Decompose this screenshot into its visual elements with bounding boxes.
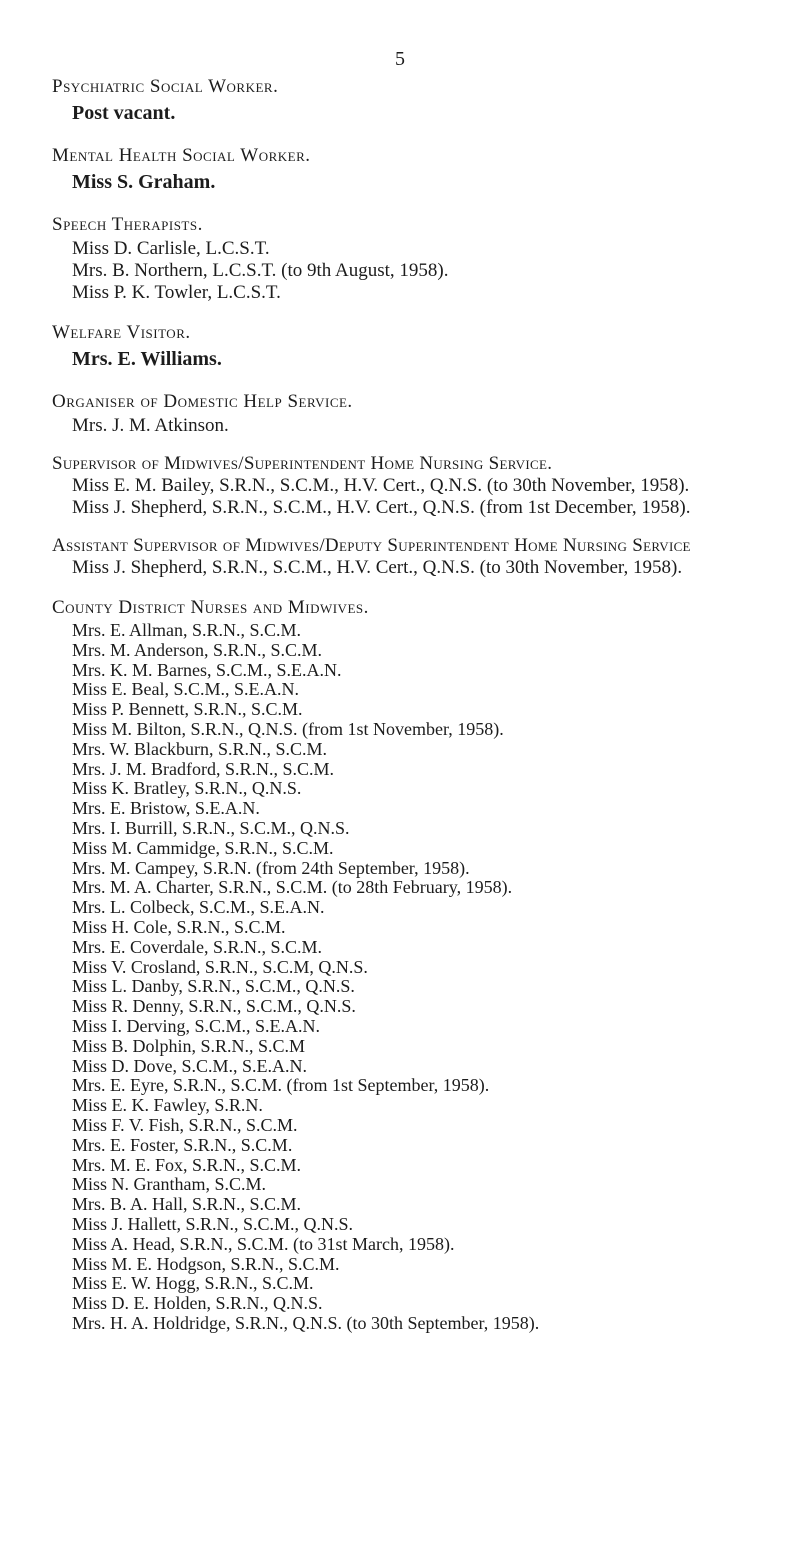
section-speech-therapists — [52, 212, 772, 304]
list-item: Mrs. J. M. Bradford, S.R.N., S.C.M. — [72, 758, 335, 779]
list-item: Miss P. Bennett, S.R.N., S.C.M. — [72, 699, 303, 720]
list-item: Miss S. Graham. — [72, 171, 216, 193]
list-item: Mrs. E. Eyre, S.R.N., S.C.M. (from 1st September, 1958). — [72, 1075, 490, 1096]
section-heading: Psychiatric Social Worker. — [52, 76, 279, 97]
list-item: Mrs. I. Burrill, S.R.N., S.C.M., Q.N.S. — [72, 817, 350, 838]
list-item: Miss B. Dolphin, S.R.N., S.C.M — [72, 1035, 306, 1056]
list-item: Mrs. E. Foster, S.R.N., S.C.M. — [72, 1134, 293, 1155]
section-heading: Organiser of Domestic Help Service. — [52, 391, 353, 412]
list-item: Mrs. W. Blackburn, S.R.N., S.C.M. — [72, 738, 328, 759]
list-item: Miss J. Shepherd, S.R.N., S.C.M., H.V. Cert., Q.N.S. (to 30th November, 1958). — [72, 557, 683, 578]
page-number: 5 — [395, 48, 405, 70]
list-item: Mrs. E. Allman, S.R.N., S.C.M. — [72, 620, 302, 640]
entry-list — [52, 100, 772, 127]
section-supervisor-midwives — [52, 453, 772, 519]
section-heading: Supervisor of Midwives/Superintendent Home Nursing Service. — [52, 453, 553, 474]
list-item: Miss P. K. Towler, L.C.S.T. — [72, 282, 281, 303]
list-item: Post vacant. — [72, 102, 176, 124]
section-district-nurses — [52, 595, 772, 1334]
list-item: Miss F. V. Fish, S.R.N., S.C.M. — [72, 1114, 298, 1135]
list-item: Miss K. Bratley, S.R.N., Q.N.S. — [72, 778, 302, 799]
list-item: Miss M. E. Hodgson, S.R.N., S.C.M. — [72, 1253, 340, 1274]
list-item: Miss D. Dove, S.C.M., S.E.A.N. — [72, 1055, 308, 1076]
entry-list — [52, 169, 772, 196]
list-item: Miss A. Head, S.R.N., S.C.M. (to 31st March, 1958). — [72, 1233, 455, 1254]
entry-list — [52, 346, 772, 373]
section-psychiatric-social-worker — [52, 74, 772, 127]
section-heading: Assistant Supervisor of Midwives/Deputy Superintendent Home Nursing Service — [52, 535, 691, 556]
list-item: Miss N. Grantham, S.C.M. — [72, 1174, 267, 1195]
staff-list — [52, 74, 772, 1350]
section-domestic-help — [52, 389, 772, 437]
list-item: Miss I. Derving, S.C.M., S.E.A.N. — [72, 1015, 321, 1036]
entry-list — [52, 475, 772, 519]
list-item: Mrs. M. Anderson, S.R.N., S.C.M. — [72, 639, 323, 660]
list-item: Miss J. Hallett, S.R.N., S.C.M., Q.N.S. — [72, 1213, 354, 1234]
entry-list — [52, 621, 772, 1334]
list-item: Miss V. Crosland, S.R.N., S.C.M, Q.N.S. — [72, 956, 368, 977]
list-item: Miss J. Shepherd, S.R.N., S.C.M., H.V. Cert., Q.N.S. (from 1st December, 1958). — [72, 497, 691, 518]
list-item: Miss E. M. Bailey, S.R.N., S.C.M., H.V. Cert., Q.N.S. (to 30th November, 1958). — [72, 475, 690, 496]
entry-list — [52, 238, 772, 304]
list-item: Mrs. M. Campey, S.R.N. (from 24th September, 1958). — [72, 857, 470, 878]
list-item: Miss M. Cammidge, S.R.N., S.C.M. — [72, 837, 334, 858]
list-item: Miss M. Bilton, S.R.N., Q.N.S. (from 1st November, 1958). — [72, 718, 504, 739]
section-heading: Welfare Visitor. — [52, 322, 191, 343]
list-item: Miss D. Carlisle, L.C.S.T. — [72, 238, 270, 259]
list-item: Mrs. B. A. Hall, S.R.N., S.C.M. — [72, 1194, 302, 1215]
list-item: Mrs. H. A. Holdridge, S.R.N., Q.N.S. (to 30th September, 1958). — [72, 1312, 540, 1333]
section-heading: County District Nurses and Midwives. — [52, 597, 369, 618]
list-item: Mrs. E. Coverdale, S.R.N., S.C.M. — [72, 936, 323, 957]
list-item: Miss H. Cole, S.R.N., S.C.M. — [72, 916, 286, 937]
section-heading: Mental Health Social Worker. — [52, 145, 311, 166]
list-item: Mrs. M. E. Fox, S.R.N., S.C.M. — [72, 1154, 302, 1175]
list-item: Mrs. E. Williams. — [72, 348, 222, 370]
list-item: Mrs. B. Northern, L.C.S.T. (to 9th August, 1958). — [72, 260, 449, 281]
list-item: Mrs. L. Colbeck, S.C.M., S.E.A.N. — [72, 897, 325, 918]
list-item: Miss E. W. Hogg, S.R.N., S.C.M. — [72, 1273, 314, 1294]
list-item: Mrs. E. Bristow, S.E.A.N. — [72, 798, 260, 819]
section-mental-health-social-worker — [52, 143, 772, 196]
list-item: Miss E. K. Fawley, S.R.N. — [72, 1095, 263, 1116]
list-item: Miss D. E. Holden, S.R.N., Q.N.S. — [72, 1293, 323, 1314]
entry-list — [52, 415, 772, 437]
list-item: Mrs. K. M. Barnes, S.C.M., S.E.A.N. — [72, 659, 342, 680]
list-item: Miss E. Beal, S.C.M., S.E.A.N. — [72, 679, 300, 700]
list-item: Miss R. Denny, S.R.N., S.C.M., Q.N.S. — [72, 996, 356, 1017]
list-item: Miss L. Danby, S.R.N., S.C.M., Q.N.S. — [72, 976, 355, 997]
list-item: Mrs. J. M. Atkinson. — [72, 415, 229, 436]
entry-list — [52, 557, 772, 579]
section-welfare-visitor — [52, 320, 772, 373]
section-assistant-supervisor — [52, 535, 772, 579]
list-item: Mrs. M. A. Charter, S.R.N., S.C.M. (to 28th February, 1958). — [72, 877, 513, 898]
section-heading: Speech Therapists. — [52, 214, 203, 235]
